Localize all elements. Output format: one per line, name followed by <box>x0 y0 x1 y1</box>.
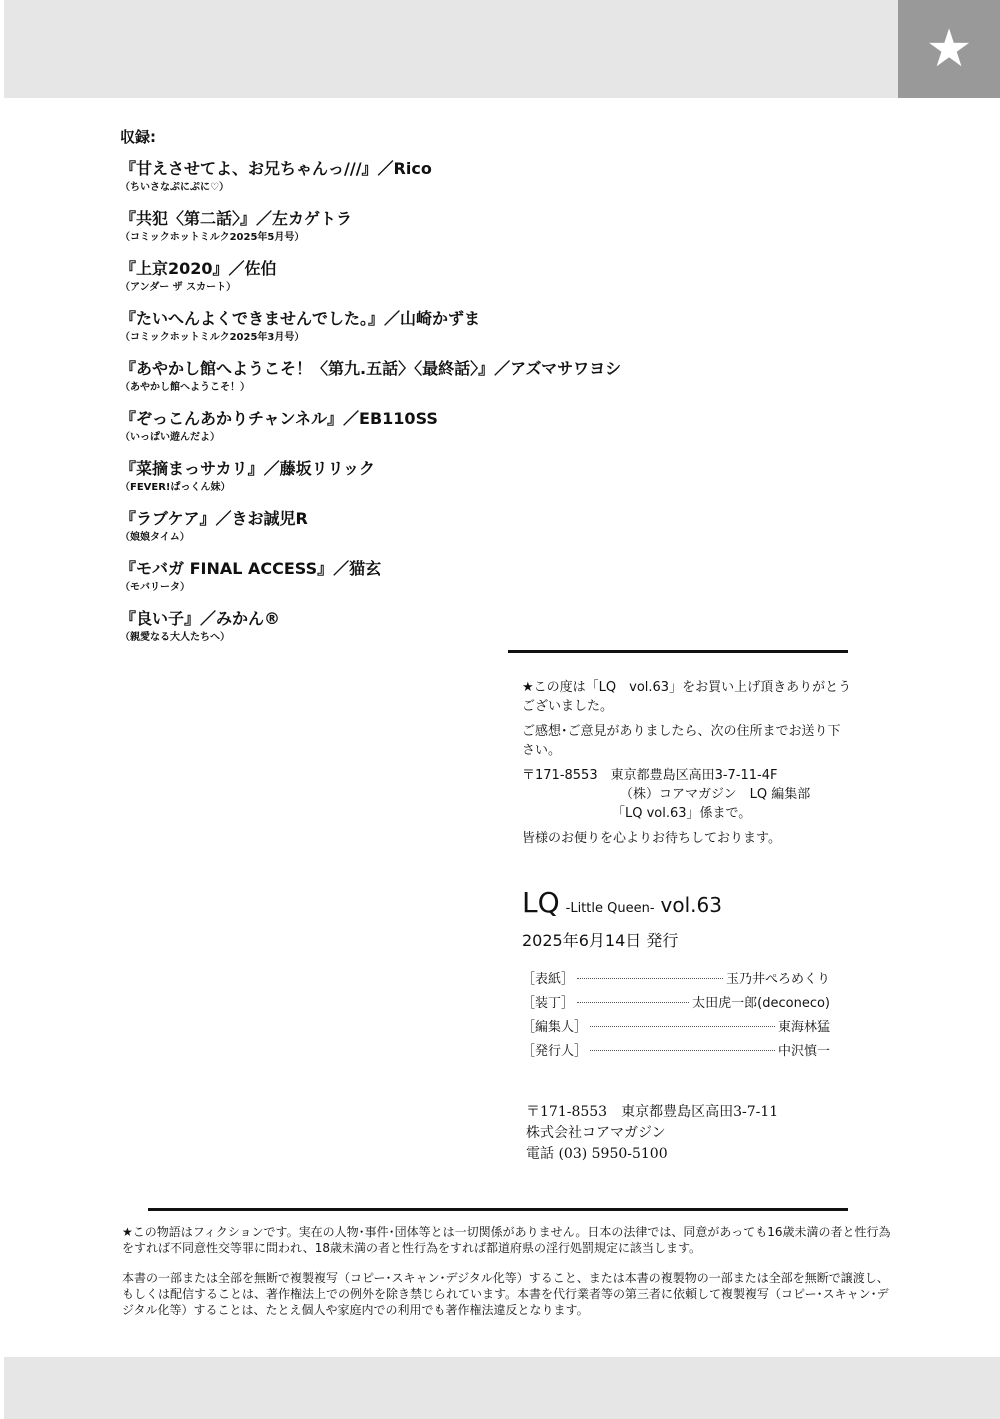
item-source: （娘娘タイム） <box>120 532 190 543</box>
legal-notice <box>122 1224 892 1332</box>
item-title: 『あやかし館へようこそ！〈第九.五話〉〈最終話〉』／アズマサワヨシ <box>120 359 622 378</box>
list-item <box>120 209 590 259</box>
list-item <box>120 159 590 209</box>
address-line: （株）コアマガジン LQ 編集部 <box>620 787 811 802</box>
item-source: （FEVER!ぱっくん妹） <box>120 482 231 493</box>
publisher-address: 〒171-8553 東京都豊島区高田3-7-11 <box>526 1104 779 1120</box>
publisher-phone: 電話 (03) 5950-5100 <box>526 1146 668 1162</box>
list-item <box>120 409 590 459</box>
volume-number: vol.63 <box>660 893 722 917</box>
credit-name: 中沢慎一 <box>777 1044 830 1059</box>
list-item <box>120 559 590 609</box>
credit-role: ［編集人］ <box>522 1020 588 1035</box>
item-title: 『上京2020』／佐伯 <box>120 259 277 278</box>
message-thanks: ★この度は「LQ vol.63」をお買い上げ頂きありがとうございました。 <box>522 680 852 714</box>
item-title: 『共犯〈第二話〉』／左カゲトラ <box>120 209 353 228</box>
credit-role: ［装丁］ <box>522 996 575 1011</box>
list-item <box>120 509 590 559</box>
closing-text: 皆様のお便りを心よりお待ちしております。 <box>522 831 781 846</box>
message-feedback: ご感想･ご意見がありましたら、次の住所までお送り下さい。 <box>522 724 841 758</box>
credit-name: 東海林猛 <box>777 1020 830 1035</box>
list-item <box>120 359 622 409</box>
item-source: （親愛なる大人たちへ） <box>120 632 230 643</box>
item-title: 『モバガ FINAL ACCESS』／猫玄 <box>120 559 382 578</box>
star-tab <box>898 0 1000 98</box>
item-source: （モバリータ） <box>120 582 190 593</box>
credit-row <box>522 968 830 992</box>
credits-list <box>522 968 830 1064</box>
list-item <box>120 459 590 509</box>
item-title: 『甘えさせてよ、お兄ちゃんっ///』／Rico <box>120 159 432 178</box>
item-source: （コミックホットミルク2025年3月号） <box>120 332 305 343</box>
credit-row <box>522 1040 830 1064</box>
item-source: （コミックホットミルク2025年5月号） <box>120 232 305 243</box>
contents-list <box>120 126 622 659</box>
publish-date: 2025年6月14日 発行 <box>522 931 679 950</box>
item-source: （いっぱい遊んだよ） <box>120 432 220 443</box>
logo-subtitle: -Little Queen- <box>565 901 655 916</box>
address-line: 〒171-8553 東京都豊島区高田3-7-11-4F <box>522 768 778 783</box>
address-line: 「LQ vol.63」係まで。 <box>612 806 752 821</box>
credit-row <box>522 1016 830 1040</box>
top-gray-band <box>4 0 898 98</box>
divider-upper <box>508 650 848 653</box>
fiction-notice: ★この物語はフィクションです。実在の人物･事件･団体等とは一切関係がありません。日本の法律では、同意があっても16歳未満の者と性行為をすれば不同意性交等罪に問われ、18歳未満の者と性行為をすれば都道府県の淫行処罰規定に該当します。 <box>122 1225 891 1255</box>
publisher-info <box>526 1102 778 1165</box>
item-title: 『ラブケア』／きお誠児R <box>120 509 308 528</box>
item-source: （アンダー ザ スカート） <box>120 282 237 293</box>
item-source: （あやかし館へようこそ！） <box>120 382 250 393</box>
item-title: 『たいへんよくできませんでした。』／山崎かずま <box>120 309 481 328</box>
credit-name: 玉乃井ぺろめくり <box>725 972 830 987</box>
item-title: 『良い子』／みかん® <box>120 609 281 628</box>
credit-name: 太田虎一郎(deconeco) <box>692 996 830 1011</box>
divider-lower <box>148 1208 848 1211</box>
credit-role: ［発行人］ <box>522 1044 588 1059</box>
credit-row <box>522 992 830 1016</box>
star-icon: ★ <box>925 19 973 79</box>
list-item <box>120 259 590 309</box>
item-source: （ちいさなぷにぷに♡） <box>120 182 229 193</box>
reader-message <box>522 678 852 766</box>
copyright-notice: 本書の一部または全部を無断で複製複写（コピー･スキャン･デジタル化等）すること、または本書の複製物の一部または全部を無断で譲渡し、もしくは配信することは、著作権法上での例外を除き禁じられています。本書を代行業者等の第三者に依頼して複製複写（コピー･スキャン･デジタル化等）することは、たとえ個人や家庭内での利用でも著作権法違反となります。 <box>122 1271 889 1317</box>
contents-heading: 収録: <box>120 128 156 146</box>
logo-text: LQ <box>522 886 560 919</box>
credit-role: ［表紙］ <box>522 972 575 987</box>
magazine-title <box>522 886 722 919</box>
item-title: 『ぞっこんあかりチャンネル』／EB110SS <box>120 409 438 428</box>
feedback-address <box>522 766 852 823</box>
bottom-gray-band <box>4 1357 1000 1419</box>
list-item <box>120 309 590 359</box>
item-title: 『菜摘まっサカリ』／藤坂リリック <box>120 459 376 478</box>
publisher-name: 株式会社コアマガジン <box>526 1125 666 1141</box>
